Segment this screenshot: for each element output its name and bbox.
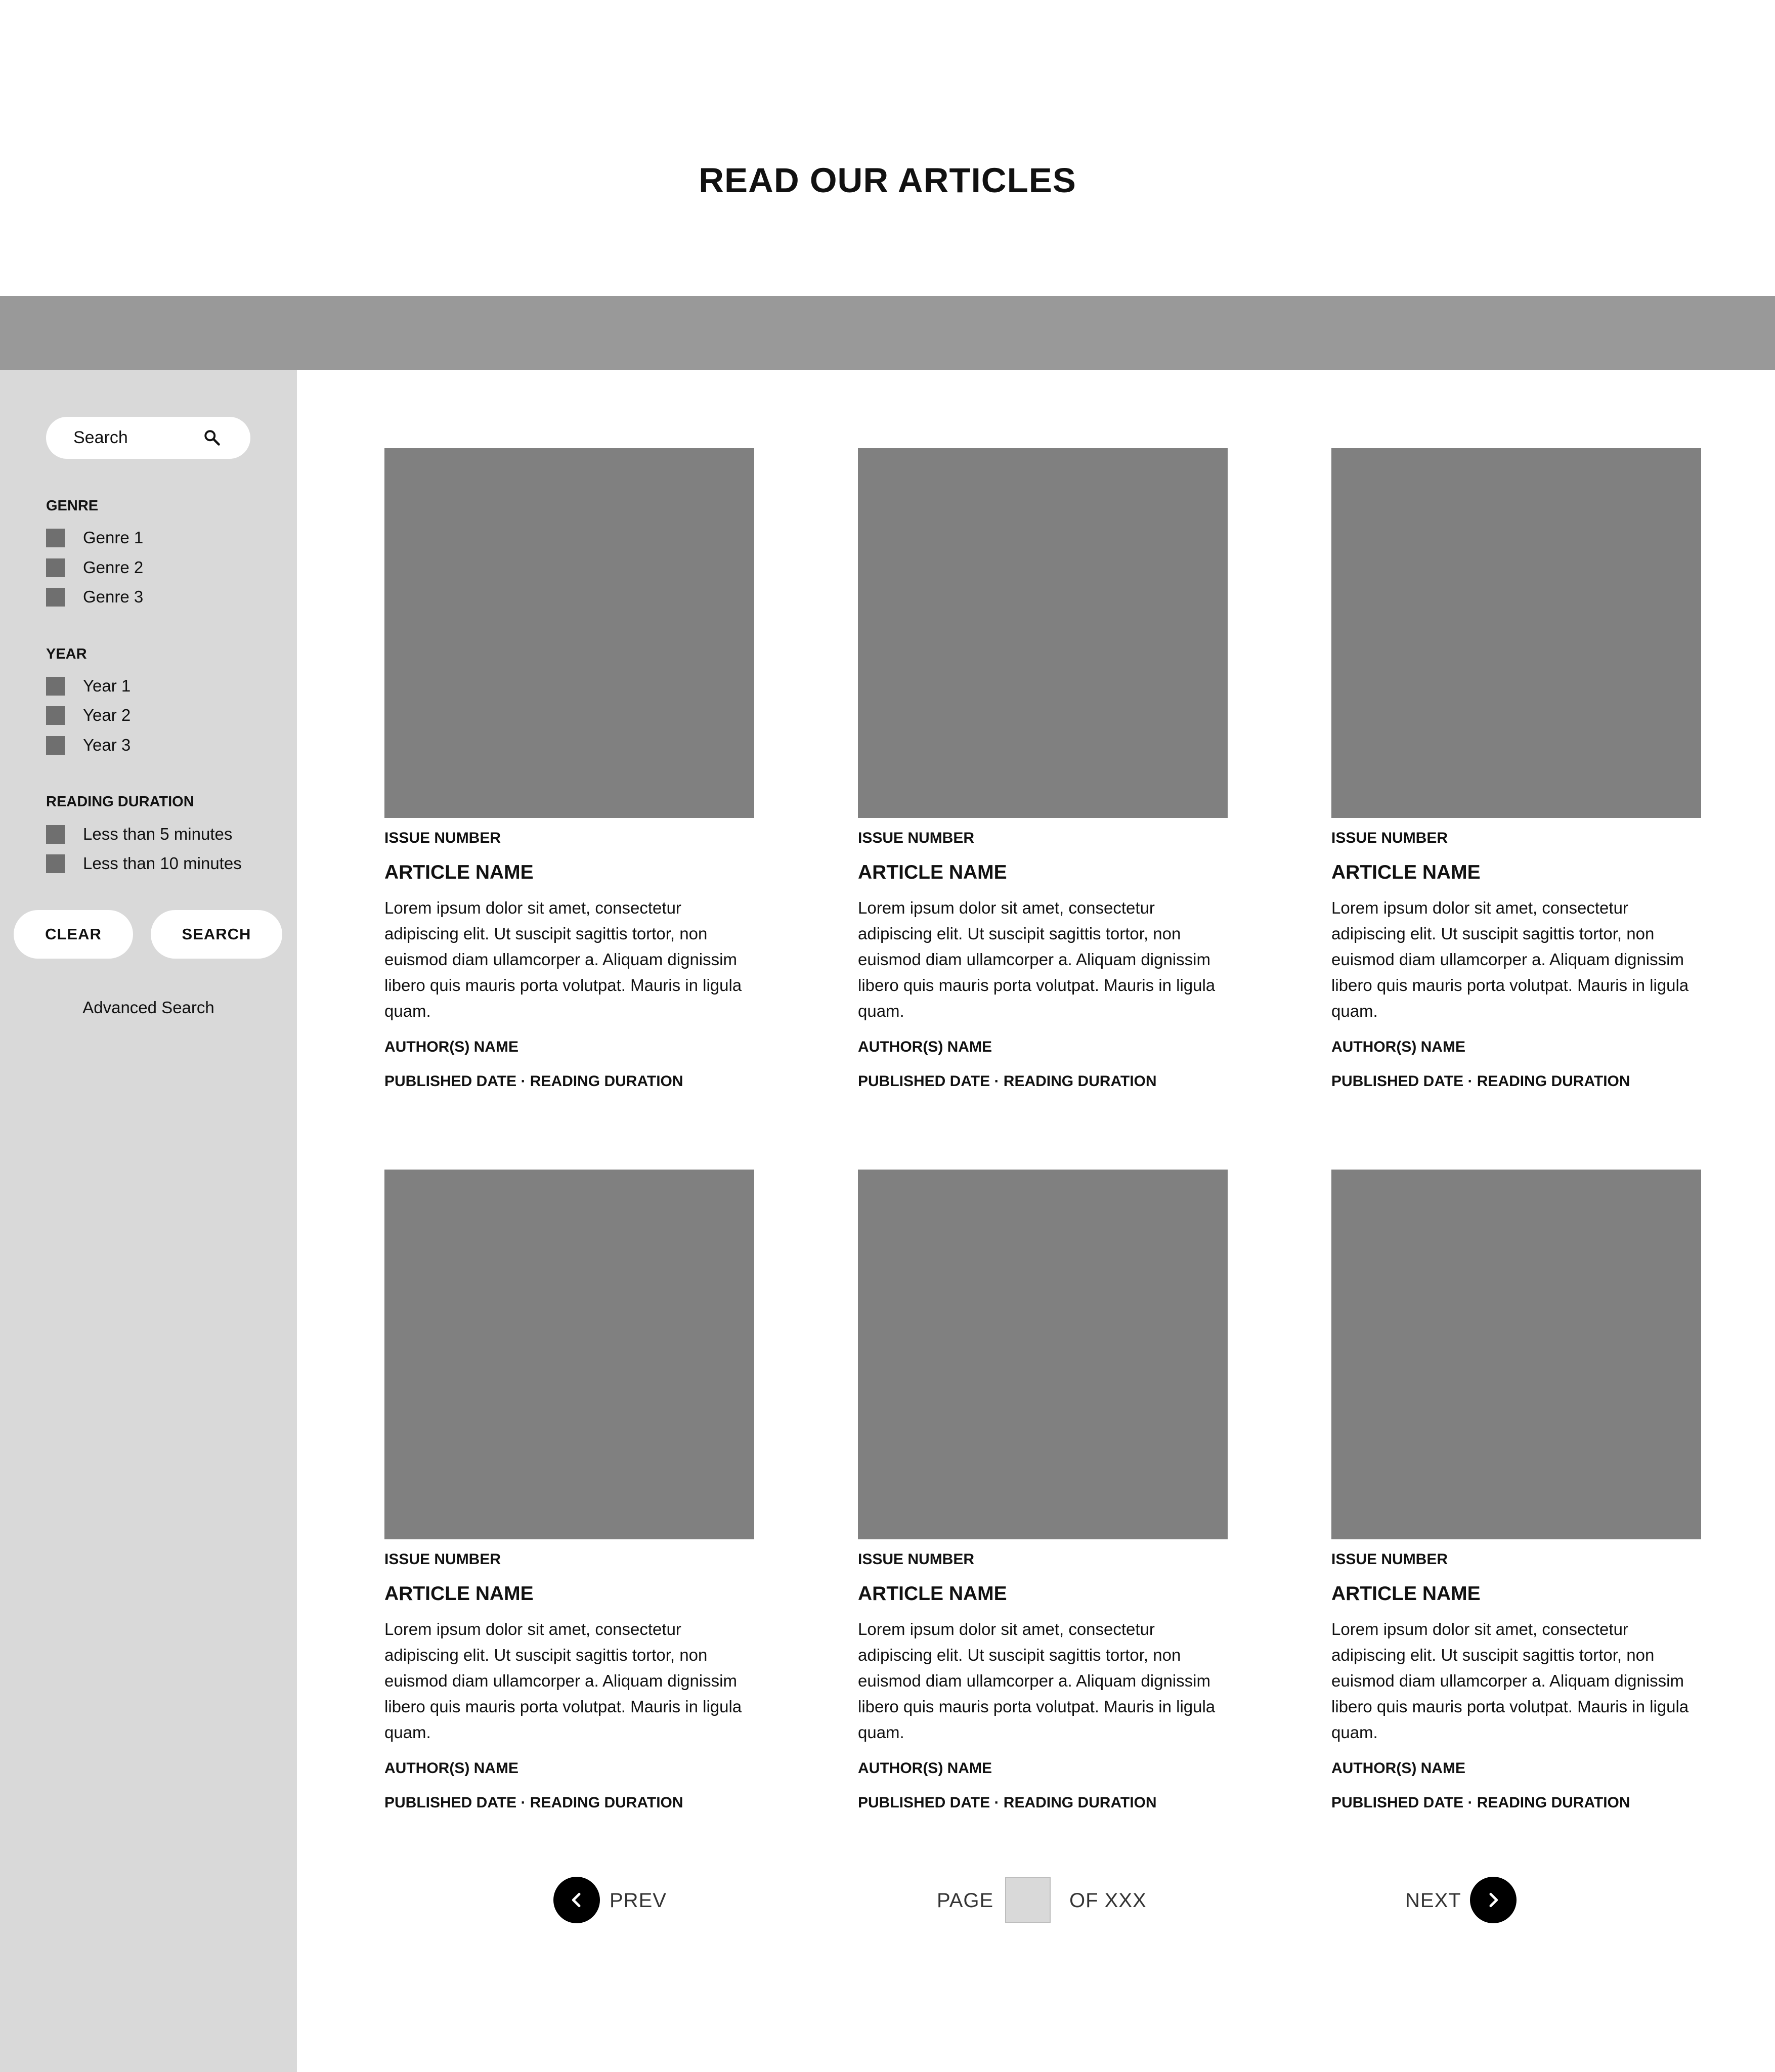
option-label: Less than 10 minutes [83, 854, 242, 873]
article-card[interactable] [858, 448, 1228, 1091]
article-name[interactable]: ARTICLE NAME [1331, 1583, 1481, 1605]
checkbox[interactable] [46, 854, 65, 873]
year-filter-heading: YEAR [46, 646, 87, 662]
duration-option-1[interactable] [46, 825, 232, 844]
checkbox[interactable] [46, 736, 65, 755]
issue-number: ISSUE NUMBER [1331, 1551, 1448, 1568]
reading-duration-filter-heading: READING DURATION [46, 794, 194, 810]
chevron-right-icon [1483, 1890, 1503, 1910]
issue-number: ISSUE NUMBER [384, 830, 501, 846]
option-label: Genre 2 [83, 558, 144, 577]
article-name[interactable]: ARTICLE NAME [384, 1583, 534, 1605]
published-date-reading-duration: PUBLISHED DATE · READING DURATION [384, 1794, 683, 1811]
issue-number: ISSUE NUMBER [858, 830, 975, 846]
page-number-input[interactable] [1005, 1877, 1051, 1923]
checkbox[interactable] [46, 706, 65, 725]
article-name[interactable]: ARTICLE NAME [858, 1583, 1007, 1605]
next-page-button[interactable] [1470, 1877, 1517, 1923]
prev-label[interactable]: PREV [610, 1889, 667, 1912]
year-option-3[interactable] [46, 736, 131, 755]
filter-sidebar [0, 370, 297, 2072]
article-thumbnail[interactable] [1331, 448, 1701, 818]
article-description: Lorem ipsum dolor sit amet, consectetur adipiscing elit. Ut suscipit sagittis tortor, non euismod diam ullamcorper a. Aliquam dignissim libero quis mauris porta volutpat. Mauris in ligula quam. [384, 898, 742, 1020]
article-card[interactable] [858, 1170, 1228, 1812]
clear-button[interactable]: CLEAR [14, 910, 133, 959]
issue-number: ISSUE NUMBER [858, 1551, 975, 1568]
article-name[interactable]: ARTICLE NAME [858, 861, 1007, 883]
author-name: AUTHOR(S) NAME [1331, 1759, 1465, 1777]
article-description: Lorem ipsum dolor sit amet, consectetur adipiscing elit. Ut suscipit sagittis tortor, non euismod diam ullamcorper a. Aliquam dignissim libero quis mauris porta volutpat. Mauris in ligula quam. [858, 898, 1216, 1020]
hero-banner [0, 296, 1775, 370]
duration-option-2[interactable] [46, 854, 242, 873]
article-thumbnail[interactable] [384, 448, 754, 818]
option-label: Year 3 [83, 736, 131, 754]
search-button[interactable]: SEARCH [151, 910, 282, 959]
chevron-left-icon [567, 1890, 587, 1910]
article-description: Lorem ipsum dolor sit amet, consectetur adipiscing elit. Ut suscipit sagittis tortor, non euismod diam ullamcorper a. Aliquam dignissim libero quis mauris porta volutpat. Mauris in ligula quam. [858, 1619, 1216, 1742]
article-card[interactable] [1331, 1170, 1701, 1812]
article-thumbnail[interactable] [1331, 1170, 1701, 1539]
article-card[interactable] [1331, 448, 1701, 1091]
genre-filter-heading: GENRE [46, 498, 99, 514]
option-label: Year 2 [83, 706, 131, 724]
published-date-reading-duration: PUBLISHED DATE · READING DURATION [1331, 1072, 1630, 1090]
article-card[interactable] [384, 448, 754, 1091]
year-option-2[interactable] [46, 706, 131, 725]
issue-number: ISSUE NUMBER [384, 1551, 501, 1568]
search-input[interactable] [73, 417, 205, 459]
year-option-1[interactable] [46, 676, 131, 696]
author-name: AUTHOR(S) NAME [858, 1759, 992, 1777]
article-name[interactable]: ARTICLE NAME [384, 861, 534, 883]
article-description: Lorem ipsum dolor sit amet, consectetur adipiscing elit. Ut suscipit sagittis tortor, non euismod diam ullamcorper a. Aliquam dignissim libero quis mauris porta volutpat. Mauris in ligula quam. [1331, 1619, 1689, 1742]
genre-option-2[interactable] [46, 558, 143, 577]
search-icon[interactable] [203, 428, 221, 447]
article-description: Lorem ipsum dolor sit amet, consectetur adipiscing elit. Ut suscipit sagittis tortor, non euismod diam ullamcorper a. Aliquam dignissim libero quis mauris porta volutpat. Mauris in ligula quam. [384, 1619, 742, 1742]
checkbox[interactable] [46, 588, 65, 607]
advanced-search-link[interactable]: Advanced Search [82, 998, 214, 1017]
search-box [46, 417, 250, 459]
option-label: Genre 1 [83, 528, 144, 547]
page-title: READ OUR ARTICLES [699, 161, 1076, 200]
published-date-reading-duration: PUBLISHED DATE · READING DURATION [858, 1794, 1157, 1811]
article-name[interactable]: ARTICLE NAME [1331, 861, 1481, 883]
checkbox[interactable] [46, 529, 65, 547]
published-date-reading-duration: PUBLISHED DATE · READING DURATION [858, 1072, 1157, 1090]
issue-number: ISSUE NUMBER [1331, 830, 1448, 846]
checkbox[interactable] [46, 558, 65, 577]
published-date-reading-duration: PUBLISHED DATE · READING DURATION [1331, 1794, 1630, 1811]
author-name: AUTHOR(S) NAME [858, 1038, 992, 1055]
author-name: AUTHOR(S) NAME [1331, 1038, 1465, 1055]
published-date-reading-duration: PUBLISHED DATE · READING DURATION [384, 1072, 683, 1090]
option-label: Genre 3 [83, 587, 144, 606]
next-label[interactable]: NEXT [1405, 1889, 1461, 1912]
checkbox[interactable] [46, 825, 65, 844]
author-name: AUTHOR(S) NAME [384, 1759, 518, 1777]
checkbox[interactable] [46, 677, 65, 696]
option-label: Less than 5 minutes [83, 825, 233, 843]
author-name: AUTHOR(S) NAME [384, 1038, 518, 1055]
genre-option-1[interactable] [46, 528, 143, 547]
page-label: PAGE [937, 1889, 994, 1912]
article-thumbnail[interactable] [858, 448, 1228, 818]
genre-option-3[interactable] [46, 587, 143, 607]
page-total-label: OF XXX [1069, 1889, 1147, 1912]
article-thumbnail[interactable] [384, 1170, 754, 1539]
option-label: Year 1 [83, 676, 131, 695]
article-card[interactable] [384, 1170, 754, 1812]
article-thumbnail[interactable] [858, 1170, 1228, 1539]
prev-page-button[interactable] [553, 1877, 600, 1923]
article-description: Lorem ipsum dolor sit amet, consectetur adipiscing elit. Ut suscipit sagittis tortor, non euismod diam ullamcorper a. Aliquam dignissim libero quis mauris porta volutpat. Mauris in ligula quam. [1331, 898, 1689, 1020]
